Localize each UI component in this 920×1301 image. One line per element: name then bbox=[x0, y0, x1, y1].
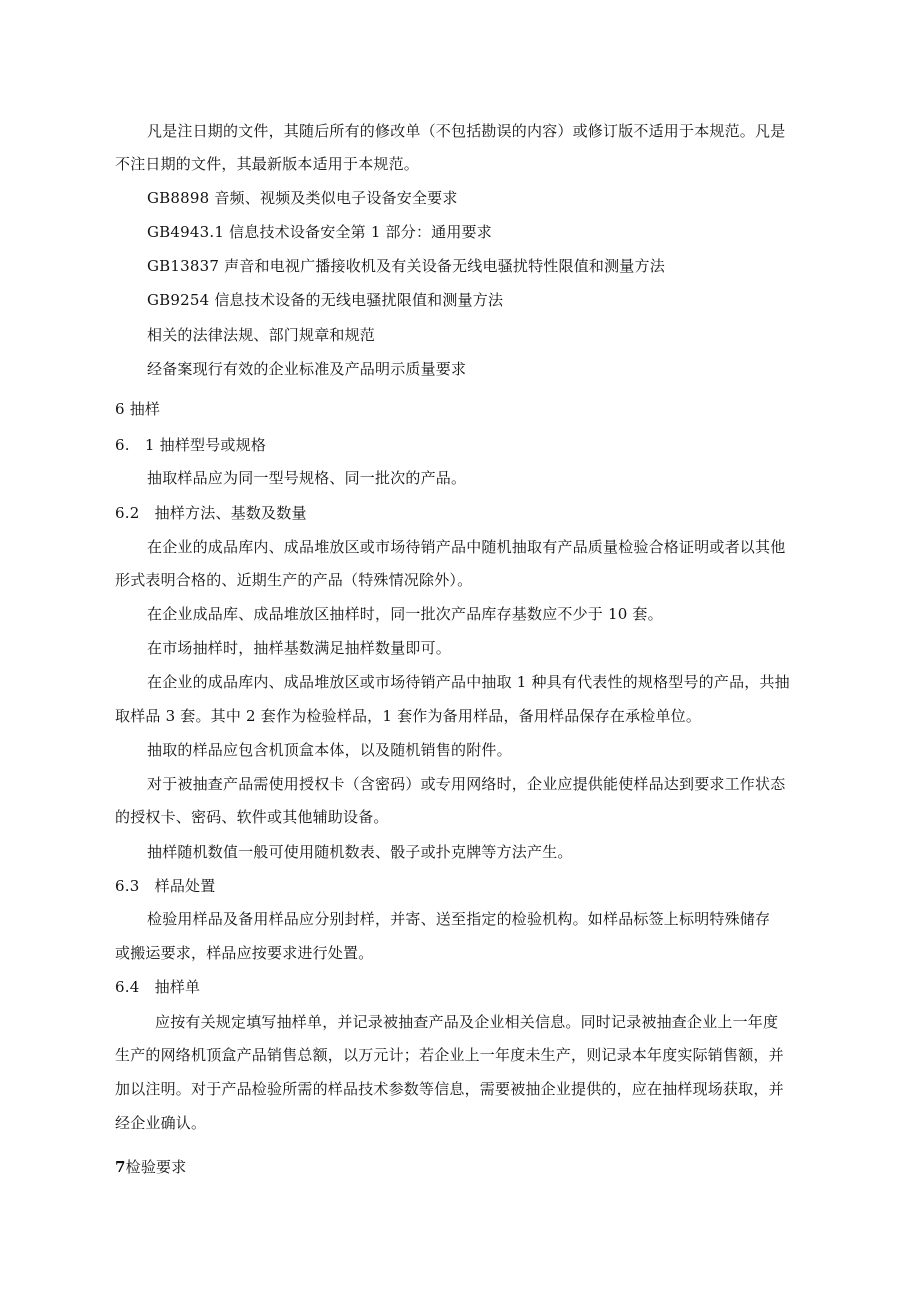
section-6-3-p1-line-2: 或搬运要求，样品应按要求进行处置。 bbox=[115, 944, 374, 962]
section-6-4-p1-line-1: 应按有关规定填写抽样单，并记录被抽查产品及企业相关信息。同时记录被抽查企业上一年度 bbox=[155, 1013, 779, 1031]
standard-gb9254: GB9254 信息技术设备的无线电骚扰限值和测量方法 bbox=[147, 291, 504, 309]
section-6-1-heading: 6. 1 抽样型号或规格 bbox=[115, 436, 267, 454]
standard-gb13837: GB13837 声音和电视广播接收机及有关设备无线电骚扰特性限值和测量方法 bbox=[147, 257, 665, 275]
section-6-4-heading: 6.4 抽样单 bbox=[115, 978, 201, 996]
section-7-number: 7 bbox=[115, 1158, 126, 1176]
intro-line-2: 不注日期的文件，其最新版本适用于本规范。 bbox=[115, 155, 420, 173]
section-6-2-p6-line-1: 对于被抽查产品需使用授权卡（含密码）或专用网络时，企业应提供能使样品达到要求工作状态 bbox=[147, 775, 786, 793]
section-6-heading: 6 抽样 bbox=[115, 400, 161, 418]
intro-line-1: 凡是注日期的文件，其随后所有的修改单（不包括勘误的内容）或修订版不适用于本规范。凡是 bbox=[147, 122, 786, 140]
section-6-2-p1-line-1: 在企业的成品库内、成品堆放区或市场待销产品中随机抽取有产品质量检验合格证明或者以其他 bbox=[147, 538, 786, 556]
standard-gb4943: GB4943.1 信息技术设备安全第 1 部分：通用要求 bbox=[147, 223, 492, 241]
section-6-4-p1-line-3: 加以注明。对于产品检验所需的样品技术参数等信息，需要被抽企业提供的，应在抽样现场获取，并 bbox=[115, 1080, 784, 1098]
section-6-3-p1-line-1: 检验用样品及备用样品应分别封样，并寄、送至指定的检验机构。如样品标签上标明特殊储存 bbox=[147, 910, 771, 928]
section-6-2-p5: 抽取的样品应包含机顶盒本体，以及随机销售的附件。 bbox=[147, 741, 512, 759]
section-6-2-p2: 在企业成品库、成品堆放区抽样时，同一批次产品库存基数应不少于 10 套。 bbox=[147, 605, 663, 623]
standard-enterprise: 经备案现行有效的企业标准及产品明示质量要求 bbox=[147, 360, 467, 378]
standard-gb8898: GB8898 音频、视频及类似电子设备安全要求 bbox=[147, 189, 458, 207]
section-6-2-heading: 6.2 抽样方法、基数及数量 bbox=[115, 504, 307, 522]
section-6-2-p6-line-2: 的授权卡、密码、软件或其他辅助设备。 bbox=[115, 808, 389, 826]
section-6-4-p1-line-2: 生产的网络机顶盒产品销售总额，以万元计；若企业上一年度未生产，则记录本年度实际销售额，并 bbox=[115, 1046, 784, 1064]
section-7-heading bbox=[115, 1157, 186, 1177]
section-6-2-p7: 抽样随机数值一般可使用随机数表、骰子或扑克牌等方法产生。 bbox=[147, 843, 573, 861]
section-6-2-p3: 在市场抽样时，抽样基数满足抽样数量即可。 bbox=[147, 639, 452, 657]
section-6-3-heading: 6.3 样品处置 bbox=[115, 877, 216, 895]
section-6-2-p4-line-1: 在企业的成品库内、成品堆放区或市场待销产品中抽取 1 种具有代表性的规格型号的产品，共抽 bbox=[147, 673, 790, 691]
section-7-title: 检验要求 bbox=[125, 1158, 187, 1176]
standard-laws: 相关的法律法规、部门规章和规范 bbox=[147, 326, 376, 344]
section-6-2-p1-line-2: 形式表明合格的、近期生产的产品（特殊情况除外）。 bbox=[115, 571, 473, 589]
section-6-2-p4-line-2: 取样品 3 套。其中 2 套作为检验样品，1 套作为备用样品，备用样品保存在承检单位。 bbox=[115, 707, 702, 725]
section-6-1-paragraph: 抽取样品应为同一型号规格、同一批次的产品。 bbox=[147, 469, 467, 487]
section-6-4-p1-line-4: 经企业确认。 bbox=[115, 1114, 207, 1132]
